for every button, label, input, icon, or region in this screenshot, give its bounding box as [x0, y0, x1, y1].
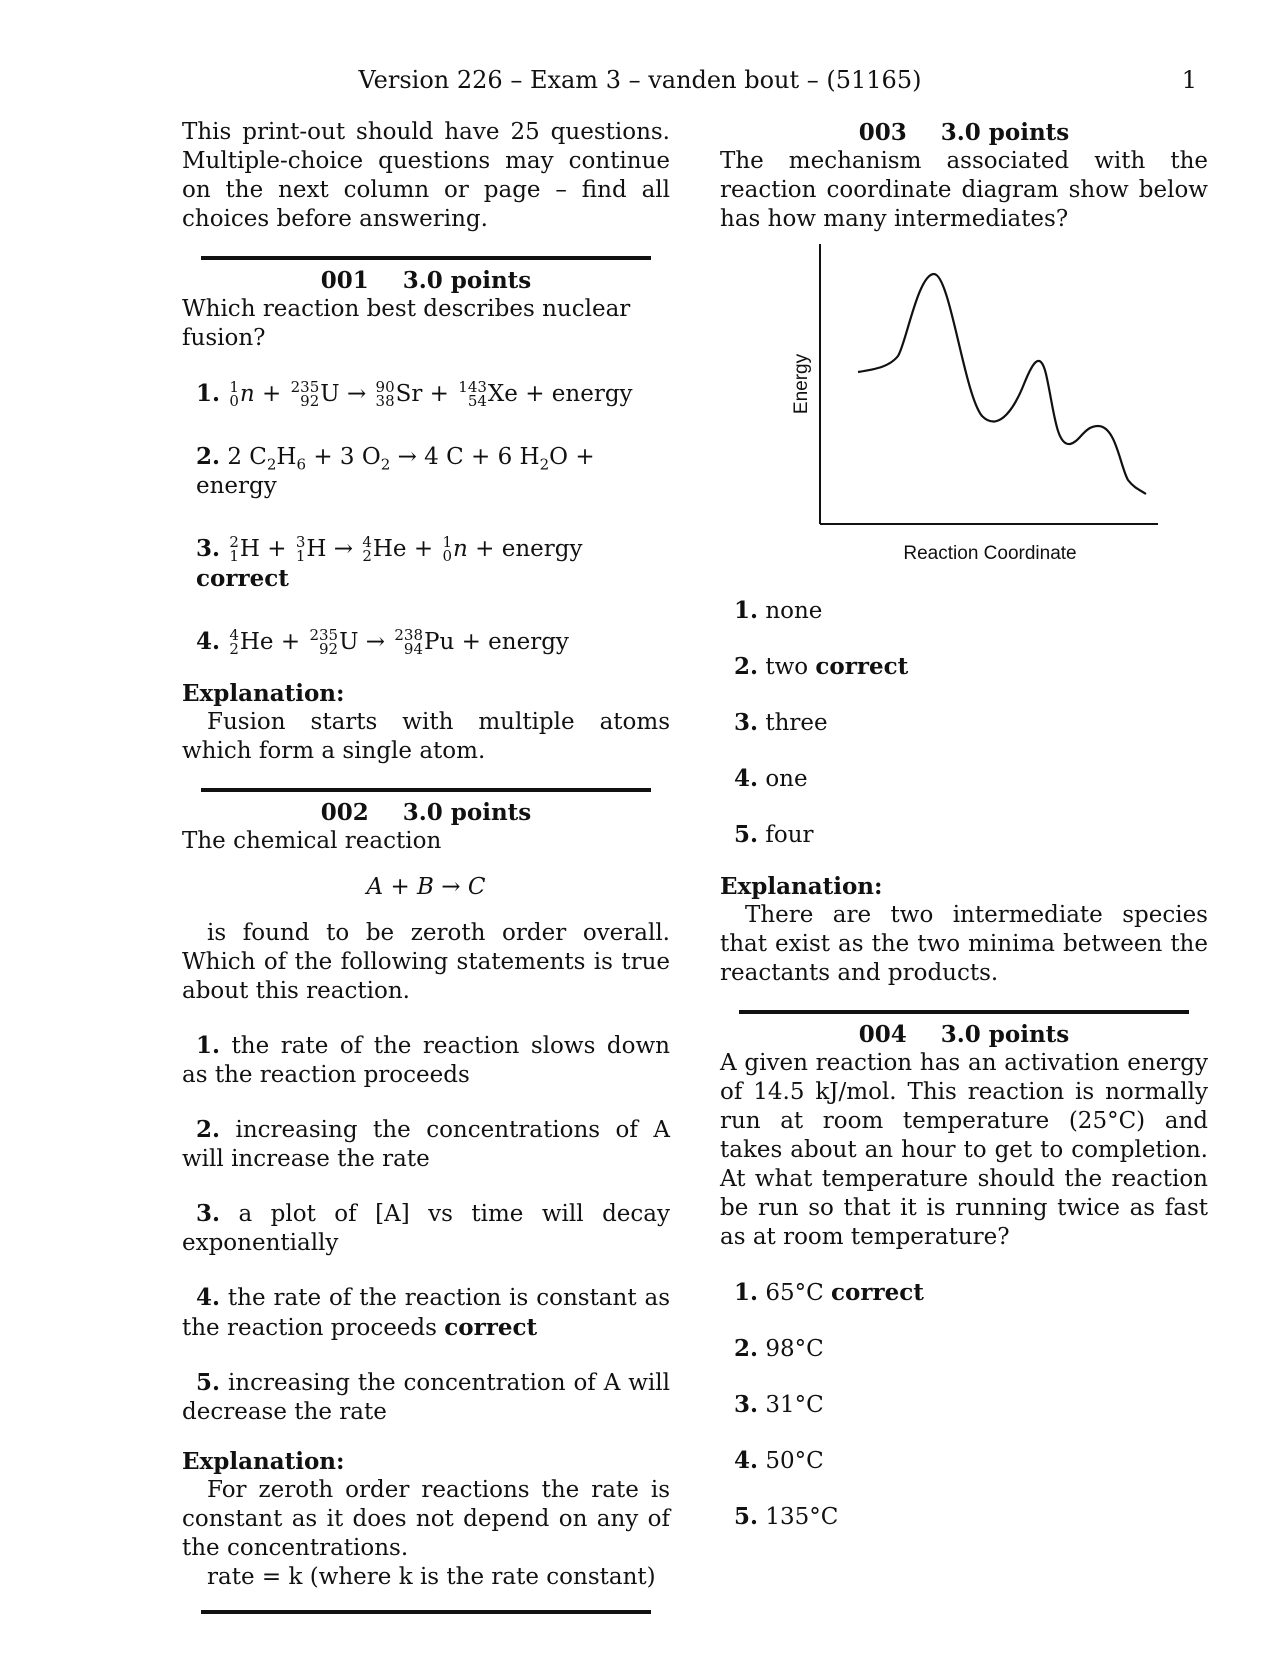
page-header — [0, 66, 1280, 98]
q004-prompt: A given reaction has an activation energy of 14.5 kJ/mol. This reaction is normally run at room temperature (25°C) and takes about an hour to get to completion. At what temperature should the reaction be run so that it is running twice as fast as at room temperature? — [720, 1050, 1208, 1250]
q002-choice-3: 3. a plot of [A] vs time will decay exponentially — [182, 1200, 671, 1256]
q003-number: 003 — [858, 119, 907, 146]
q003-points: 3.0 points — [940, 119, 1070, 146]
q003-choice-3: 3. three — [734, 709, 828, 736]
q002-number: 002 — [320, 799, 369, 826]
q002-prompt-continued: is found to be zeroth order overall. Which of the following statements is true about this reaction. — [182, 920, 670, 1004]
q003-prompt: The mechanism associated with the reaction coordinate diagram show below has how many intermediates? — [720, 148, 1208, 232]
energy-curve — [858, 274, 1146, 494]
q003-choice-4: 4. one — [734, 765, 808, 792]
q001-choice-4: 4. 4 2 He + 235 92 U → 238 94 Pu + energy — [196, 626, 569, 658]
x-axis-label: Reaction Coordinate — [903, 543, 1077, 564]
explanation-title: Explanation: — [182, 680, 345, 707]
explanation-title: Explanation: — [720, 873, 883, 900]
q002-header — [182, 798, 670, 827]
reaction-coordinate-diagram — [720, 234, 1208, 574]
q002-choice-1: 1. the rate of the reaction slows down as the reaction proceeds — [182, 1032, 670, 1088]
q001-prompt: Which reaction best describes nuclear fusion? — [182, 296, 631, 351]
correct-marker: correct — [196, 565, 289, 592]
correct-marker: correct — [831, 1279, 924, 1306]
q004-choice-2: 2. 98°C — [734, 1335, 824, 1362]
q004-choice-3: 3. 31°C — [734, 1391, 824, 1418]
q004-choice-5: 5. 135°C — [734, 1503, 839, 1530]
q003-header — [720, 118, 1208, 147]
q001-number: 001 — [320, 267, 369, 294]
q003-choice-2: 2. two correct — [734, 653, 909, 680]
q004-header — [720, 1020, 1208, 1049]
q002-explanation: For zeroth order reactions the rate is constant as it does not depend on any of the concentrations. — [182, 1477, 670, 1561]
explanation-title: Explanation: — [182, 1448, 345, 1475]
q002-choice-4: 4. the rate of the reaction is constant as the reaction proceeds correct — [182, 1284, 670, 1341]
q002-points: 3.0 points — [402, 799, 532, 826]
q003-choice-1: 1. none — [734, 597, 823, 624]
page-number: 1 — [1181, 66, 1197, 94]
correct-marker: correct — [815, 653, 909, 680]
right-column — [720, 118, 1208, 1532]
question-divider — [201, 1610, 651, 1614]
q002-choice-2: 2. increasing the concentrations of A will increase the rate — [182, 1116, 670, 1172]
q003-choice-5: 5. four — [734, 821, 814, 848]
q002-explanation-formula: rate = k (where k is the rate constant) — [207, 1564, 656, 1590]
q004-choice-1: 1. 65°C correct — [734, 1279, 924, 1306]
q001-choice-1: 1. 1 0 n + 235 92 U → 90 38 Sr + 143 54 Xe + energy — [196, 378, 633, 410]
y-axis-label: Energy — [791, 353, 812, 415]
q002-equation: A + B → C — [366, 874, 486, 900]
page-title: Version 226 – Exam 3 – vanden bout – (51165) — [358, 66, 922, 94]
energy-diagram-svg — [720, 234, 1208, 574]
q004-choice-4: 4. 50°C — [734, 1447, 824, 1474]
left-column — [182, 118, 670, 1614]
correct-marker: correct — [444, 1314, 538, 1341]
q001-choice-2: 2. 2 $C_2H_6 + 3$ $O_2 \to 4$ C + 6 $H_2O$ + energy — [196, 443, 595, 499]
q004-points: 3.0 points — [940, 1021, 1070, 1048]
q001-points: 3.0 points — [402, 267, 532, 294]
q001-explanation: Fusion starts with multiple atoms which form a single atom. — [182, 709, 670, 764]
q003-explanation: There are two intermediate species that exist as the two minima between the reactants and products. — [720, 902, 1208, 986]
q001-header — [182, 266, 670, 295]
q002-choice-5: 5. increasing the concentration of A will decrease the rate — [182, 1369, 670, 1425]
intro-text: This print-out should have 25 questions. Multiple-choice questions may continue on the next column or page – find all choices before answering. — [182, 119, 670, 232]
q002-prompt: The chemical reaction — [182, 828, 442, 854]
q004-number: 004 — [858, 1021, 907, 1048]
q001-choice-3: 3. 2 1 H + 3 1 H → 4 2 He + 1 0 n + energy correct — [196, 533, 583, 592]
